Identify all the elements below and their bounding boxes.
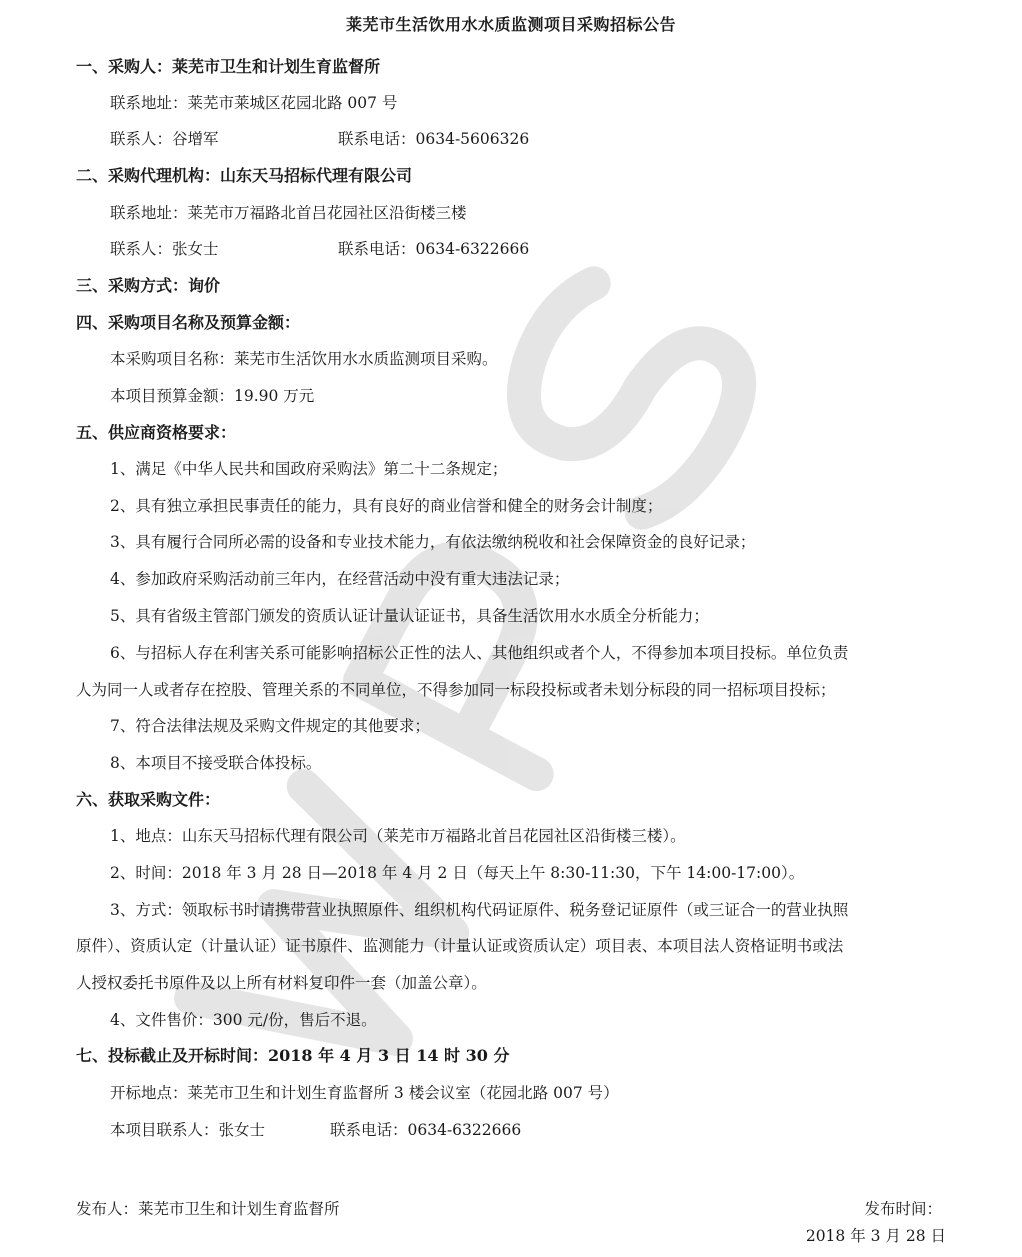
- requirement-5: 5、具有省级主管部门颁发的资质认证计量认证证书，具备生活饮用水水质全分析能力；: [110, 607, 709, 625]
- section-4-budget: 本项目预算金额：19.90 万元: [110, 387, 315, 405]
- section-3-heading: 三、采购方式：询价: [76, 276, 221, 295]
- procurement-price: 4、文件售价：300 元/份，售后不退。: [110, 1011, 377, 1029]
- procurement-location: 1、地点：山东天马招标代理有限公司（莱芜市万福路北首吕花园社区沿街楼三楼）。: [110, 827, 686, 845]
- section-2-heading: 二、采购代理机构：山东天马招标代理有限公司: [76, 166, 413, 185]
- procurement-method-line-2: 原件）、资质认定（计量认证）证书原件、监测能力（计量认证或资质认定）项目表、本项目法人资格证明书或法: [76, 937, 844, 955]
- requirement-1: 1、满足《中华人民共和国政府采购法》第二十二条规定；: [110, 460, 508, 478]
- section-1-heading: 一、采购人：莱芜市卫生和计划生育监督所: [76, 57, 381, 76]
- requirement-7: 7、符合法律法规及采购文件规定的其他要求；: [110, 717, 430, 735]
- section-5-heading: 五、供应商资格要求：: [76, 423, 237, 442]
- requirement-8: 8、本项目不接受联合体投标。: [110, 754, 322, 772]
- section-7-heading: 七、投标截止及开标时间：2018 年 4 月 3 日 14 时 30 分: [76, 1046, 510, 1065]
- publish-date: 2018 年 3 月 28 日: [805, 1227, 946, 1245]
- section-1-contact: 联系人：谷增军: [110, 130, 219, 148]
- bid-opening-place: 开标地点：莱芜市卫生和计划生育监督所 3 楼会议室（花园北路 007 号）: [110, 1084, 619, 1102]
- section-2-contact: 联系人：张女士: [110, 240, 219, 258]
- requirement-6-line-1: 6、与招标人存在利害关系可能影响招标公正性的法人、其他组织或者个人，不得参加本项目投标。单位负责: [110, 644, 849, 662]
- procurement-method-line-1: 3、方式：领取标书时请携带营业执照原件、组织机构代码证原件、税务登记证原件（或三证合一的营业执照: [110, 901, 849, 919]
- publish-date-label: 发布时间：: [864, 1200, 942, 1218]
- section-1-address: 联系地址：莱芜市莱城区花园北路 007 号: [110, 94, 398, 112]
- procurement-method-line-3: 人授权委托书原件及以上所有材料复印件一套（加盖公章）。: [76, 974, 487, 992]
- section-1-phone: 联系电话：0634-5606326: [338, 130, 530, 148]
- requirement-3: 3、具有履行合同所必需的设备和专业技术能力，有依法缴纳税收和社会保障资金的良好记录；: [110, 533, 756, 551]
- section-2-address: 联系地址：莱芜市万福路北首吕花园社区沿街楼三楼: [110, 204, 467, 222]
- project-phone: 联系电话：0634-6322666: [330, 1121, 522, 1139]
- project-contact: 本项目联系人：张女士: [110, 1121, 266, 1139]
- publisher: 发布人：莱芜市卫生和计划生育监督所: [76, 1200, 340, 1218]
- section-6-heading: 六、获取采购文件：: [76, 790, 221, 809]
- section-2-phone: 联系电话：0634-6322666: [338, 240, 530, 258]
- procurement-time: 2、时间：2018 年 3 月 28 日—2018 年 4 月 2 日（每天上午 8:30-11:30，下午 14:00-17:00）。: [110, 864, 805, 882]
- section-4-heading: 四、采购项目名称及预算金额：: [76, 313, 301, 332]
- section-4-project-name: 本采购项目名称：莱芜市生活饮用水水质监测项目采购。: [110, 350, 498, 368]
- requirement-4: 4、参加政府采购活动前三年内，在经营活动中没有重大违法记录；: [110, 570, 570, 588]
- requirement-6-line-2: 人为同一人或者存在控股、管理关系的不同单位，不得参加同一标段投标或者未划分标段的同一招标项目投标；: [76, 681, 836, 699]
- requirement-2: 2、具有独立承担民事责任的能力，具有良好的商业信誉和健全的财务会计制度；: [110, 497, 663, 515]
- document-title: 莱芜市生活饮用水水质监测项目采购招标公告: [345, 15, 676, 34]
